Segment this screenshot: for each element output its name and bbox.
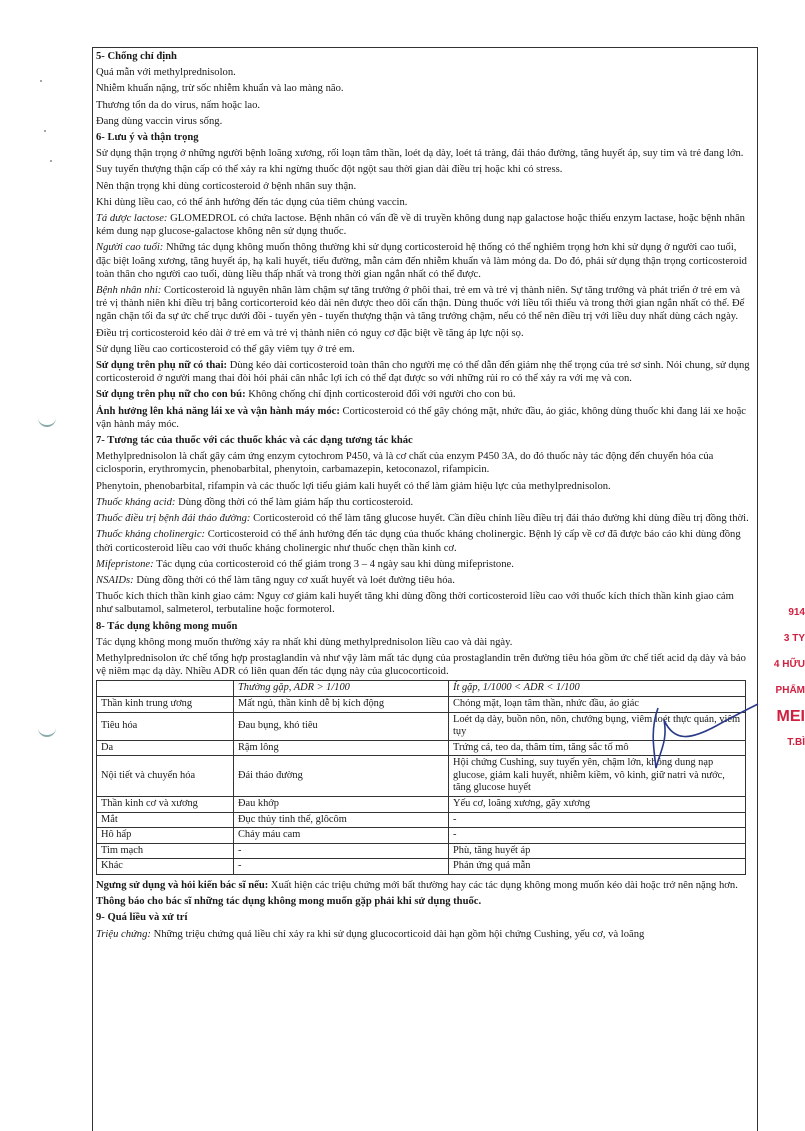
elderly-label: Người cao tuổi: [96,242,164,254]
mifepristone-text: Tác dụng của corticosteroid có thể giảm trong 3 – 4 ngày sau khi dùng mifepristone. [153,558,514,570]
stop-use-paragraph [96,879,752,892]
stamp-text: T.BÌ [787,737,805,748]
s6-line: Khi dùng liều cao, có thể ảnh hưởng đến tác dụng của tiêm chủng vaccin. [96,196,408,208]
adr-common: Đục thủy tinh thể, glôcôm [234,812,449,828]
adr-common: Chảy máu cam [234,828,449,844]
adr-system: Nội tiết và chuyển hóa [97,756,234,797]
overdose-paragraph [96,928,752,941]
s5-line: Đang dùng vaccin virus sống. [96,115,223,127]
section-8-title: 8- Tác dụng không mong muốn [96,620,238,632]
mifepristone-label: Mifepristone: [96,558,154,570]
lactation-label: Sử dụng trên phụ nữ cho con bú: [96,389,246,401]
nsaid-text: Dùng đồng thời có thể làm tăng nguy cơ xuất huyết và loét đường tiêu hóa. [133,574,455,586]
antacid-label: Thuốc kháng acid: [96,496,176,508]
adr-common: Đau bụng, khó tiêu [234,712,449,740]
pregnancy-label: Sử dụng trên phụ nữ có thai: [96,360,228,372]
pregnancy-paragraph [96,359,752,385]
diabetes-text: Corticosteroid có thể làm tăng glucose huyết. Cần điều chỉnh liều điều trị đái tháo đường khi dùng điều trị đồng thời. [250,513,749,525]
table-row [97,828,746,844]
adr-uncommon: - [449,828,746,844]
mifepristone-paragraph [96,558,752,571]
adr-system: Tim mạch [97,843,234,859]
child-paragraph [96,284,752,324]
child-line: Điều trị corticosteroid kéo dài ở trẻ em và trẻ vị thành niên có nguy cơ đặc biệt về tăng áp lực nội sọ. [96,327,524,339]
adr-uncommon: Phù, tăng huyết áp [449,843,746,859]
adr-common: Mất ngủ, thần kinh dễ bị kích động [234,696,449,712]
overdose-label: Triệu chứng: [96,928,151,940]
adr-system: Thần kinh cơ và xương [97,797,234,813]
s8-line: Tác dụng không mong muốn thường xảy ra nhất khi dùng methylprednisolon liều cao và dài ngày. [96,636,513,648]
section-9-title: 9- Quá liều và xử trí [96,912,188,924]
stamp-text: PHẨM [775,685,805,696]
table-row [97,859,746,875]
stamp-text: MEI [776,708,805,725]
stop-use-label: Ngưng sử dụng và hỏi kiến bác sĩ nếu: [96,880,269,892]
lactation-paragraph [96,388,752,401]
scan-speck [50,160,52,162]
lactose-paragraph [96,212,752,238]
s5-line: Quá mẫn với methylprednisolon. [96,67,236,79]
lactose-text: GLOMEDROL có chứa lactose. Bệnh nhân có vấn đề về di truyền không dung nạp galactose hoặc thiếu enzym lactase, hoặc bệnh nhân kém dung nạp glucose-galactose không nên sử dụng thuốc. [96,213,745,238]
adr-common: Đái tháo đường [234,756,449,797]
adr-system: Mắt [97,812,234,828]
s7-line: Methylprednisolon là chất gây cảm ứng enzym cytochrom P450, và là cơ chất của enzym P450 3A, do đó thuốc này tác động đến chuyển hóa của ciclosporin, erythromycin, phenobarbital, phenytoin, carbamazepin, ketoconazol, rifampicin. [96,451,714,476]
adr-common: - [234,859,449,875]
cholinergic-text: Corticosteroid có thể ảnh hưởng đến tác dụng của thuốc kháng cholinergic. Bệnh lý cấp về cơ đã được báo cáo khi dùng đồng thời corticosteroid liều cao với thuốc kháng cholinergic như thuốc chẹn thần kinh cơ. [96,529,741,554]
adr-header-row [97,681,746,697]
table-row [97,812,746,828]
adr-common: Đau khớp [234,797,449,813]
antacid-text: Dùng đồng thời có thể làm giảm hấp thu corticosteroid. [175,496,414,508]
adr-system: Thần kinh trung ương [97,696,234,712]
s8-line: Methylprednisolon ức chế tổng hợp prostaglandin và như vậy làm mất tác dụng của prostaglandin trên đường tiêu hóa gồm ức chế tiết acid dạ dày và bảo vệ niêm mạc dạ dày. Nhiều ADR có liên quan đến tác dụng này của glucocorticoid. [96,652,746,678]
s5-line: Nhiễm khuẩn nặng, trừ sốc nhiễm khuẩn và lao màng não. [96,83,344,95]
nsaid-paragraph [96,574,752,587]
adr-common: Rậm lông [234,740,449,756]
adr-header-cell [97,681,234,697]
sympathomimetic-paragraph: Thuốc kích thích thần kinh giao cảm: Nguy cơ giảm kali huyết tăng khi dùng đồng thời corticosteroid liều cao với thuốc kích thích thần kinh giao cảm như salbutamol, salmeterol, terbutaline hoặc formoterol. [96,591,734,616]
adr-header-cell: Thường gặp, ADR > 1/100 [234,681,449,697]
diabetes-label: Thuốc điều trị bệnh đái tháo đường: [96,513,251,525]
document-body [96,50,752,944]
child-line: Sử dụng liều cao corticosteroid có thể gây viêm tụy ở trẻ em. [96,343,355,355]
adr-uncommon: Hội chứng Cushing, suy tuyến yên, chậm lớn, không dung nạp glucose, giảm kali huyết, nhiễm kiềm, vô kinh, giữ natri và nước, tăng glucose huyết [449,756,746,797]
adr-system: Da [97,740,234,756]
scan-speck [44,130,46,132]
stop-use-text: Xuất hiện các triệu chứng mới bất thường hay các tác dụng không mong muốn kéo dài hoặc trở nên nặng hơn. [268,880,738,892]
signature [620,700,760,780]
company-stamp [765,600,805,748]
stamp-text: 3 TY [783,633,805,644]
table-row [97,843,746,859]
driving-paragraph [96,405,752,431]
child-text: Corticosteroid là nguyên nhân làm chậm sự tăng trưởng ở phôi thai, trẻ em và trẻ vị thành niên. Sự tăng trưởng và phát triển ở trẻ em và trẻ vị thành niên khi điều trị bằng corticorteroid kéo dài nên được theo dõi cẩn thận. Dùng thuốc với liều tối thiểu và trong thời gian ngắn nhất có thể. Để ngăn chặn tối đa sự ức chế trục dưới đồi - tuyến yên - tuyến thượng thận và tăng trưởng chậm, nếu có thể nên điều trị với liều duy nhất dùng cách ngày. [96,285,745,323]
nsaid-label: NSAIDs: [96,574,134,586]
adr-uncommon: Yếu cơ, loãng xương, gãy xương [449,797,746,813]
lactation-text: Không chống chỉ định corticosteroid đối với người cho con bú. [245,389,516,401]
lactose-label: Tá dược lactose: [96,213,168,225]
adr-uncommon: - [449,812,746,828]
notify-doctor: Thông báo cho bác sĩ những tác dụng không mong muốn gặp phải khi sử dụng thuốc. [96,896,482,908]
child-label: Bệnh nhân nhi: [96,285,162,297]
adr-uncommon: Loét dạ dày, buồn nôn, nôn, chướng bụng, viêm loét thực quản, viêm tụy [449,712,746,740]
elderly-text: Những tác dụng không muốn thông thường khi sử dụng corticosteroid hệ thống có thể nghiêm trọng hơn khi sử dụng ở người cao tuổi, đặc biệt loãng xương, tăng huyết áp, hạ kali huyết, tiểu đường, mẫn cảm đến nhiễm khuẩn và làm mỏng da. Do đó, phải sử dụng thận trọng corticosteroid toàn thân cho người cao tuổi, dùng liều thấp nhất và trong thời gian ngắn nhất có thể được. [96,242,747,280]
scan-speck [40,80,42,82]
s5-line: Thương tổn da do virus, nấm hoặc lao. [96,99,261,111]
table-row [97,797,746,813]
section-5-title: 5- Chống chỉ định [96,51,177,62]
adr-uncommon: Phản ứng quá mẫn [449,859,746,875]
stamp-text: 914 [788,607,805,618]
s6-line: Sử dụng thận trọng ở những người bệnh loãng xương, rối loạn tâm thần, loét dạ dày, loét tá tràng, đái tháo đường, tăng huyết áp, suy tim và trẻ đang lớn. [96,148,744,160]
adr-common: - [234,843,449,859]
adr-system: Khác [97,859,234,875]
overdose-text: Những triệu chứng quá liều chỉ xảy ra khi sử dụng glucocorticoid dài hạn gồm hội chứng Cushing, yếu cơ, và loãng [150,928,645,940]
adr-uncommon: Chóng mặt, loạn tâm thần, nhức đầu, ảo giác [449,696,746,712]
punch-hole-mark [38,415,56,427]
section-6-title: 6- Lưu ý và thận trọng [96,132,199,144]
s7-line: Phenytoin, phenobarbital, rifampin và các thuốc lợi tiểu giảm kali huyết có thể làm giảm hiệu lực của methylprednisolon. [96,480,611,492]
driving-text: Corticosteroid có thể gây chóng mặt, nhức đầu, ảo giác, không dùng thuốc khi đang lái xe hoặc vận hành máy móc. [96,405,747,430]
driving-label: Ảnh hưởng lên khả năng lái xe và vận hành máy móc: [96,405,340,417]
adr-uncommon: Trứng cá, teo da, thâm tím, tăng sắc tố mô [449,740,746,756]
pregnancy-text: Dùng kéo dài corticosteroid toàn thân cho người mẹ có thể dẫn đến giảm nhẹ thể trọng của trẻ sơ sinh. Nói chung, sử dụng corticosteroid ở người mang thai đòi hỏi phải cân nhắc lợi ích có thể đạt được so với những rủi ro có thể xảy ra với mẹ và con. [96,360,750,385]
antacid-paragraph [96,496,752,509]
cholinergic-label: Thuốc kháng cholinergic: [96,529,206,541]
elderly-paragraph [96,241,752,281]
adr-system: Tiêu hóa [97,712,234,740]
stamp-text: 4 HỮU [773,659,805,670]
diabetes-paragraph [96,512,752,525]
cholinergic-paragraph [96,528,752,554]
s6-line: Suy tuyến thượng thận cấp có thể xảy ra khi ngừng thuốc đột ngột sau thời gian dài điều trị hoặc khi có stress. [96,164,563,176]
adr-header-cell: Ít gặp, 1/1000 < ADR < 1/100 [449,681,746,697]
adr-system: Hô hấp [97,828,234,844]
punch-hole-mark [38,725,56,737]
section-7-title: 7- Tương tác của thuốc với các thuốc khác và các dạng tương tác khác [96,435,413,447]
s6-line: Nên thận trọng khi dùng corticosteroid ở bệnh nhân suy thận. [96,180,357,192]
